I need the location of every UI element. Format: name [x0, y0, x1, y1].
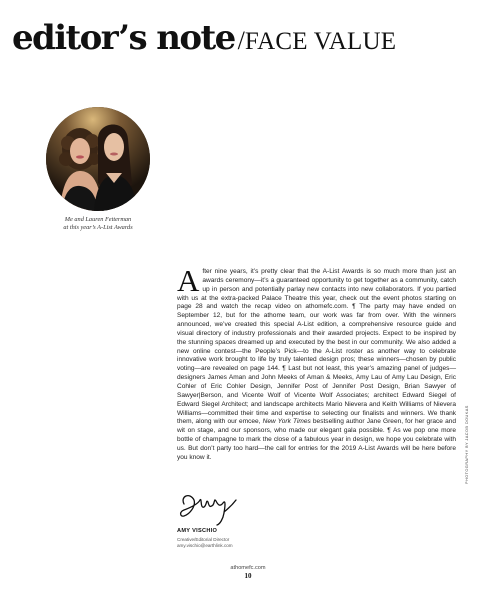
editor-letter [177, 263, 456, 463]
publication-name: New York Times [262, 418, 311, 426]
footer-website[interactable]: athomefc.com [230, 565, 266, 571]
caption-line: at this year’s A-List Awards [63, 224, 133, 232]
editor-title: Creative/Editorial Director [177, 537, 230, 542]
photo-credit: PHOTOGRAPHY BY JACOB DOUKAS [464, 405, 469, 484]
title-separator: / [237, 26, 245, 55]
caption-line: Me and Lauren Fetterman [64, 216, 132, 223]
masthead [12, 18, 396, 58]
letter-text-part: fter nine years, it’s pretty clear that the A-List Awards is so much more than just an awards ceremony—it’s a guaranteed opportunity to get together as a community, catch up in person and potentially parlay new contacts into new collaborators. If you partied with us at the extra-packed Palace Theatre this year, check out the event photos starting on page 28 and watch the recap video on athomefc.com. ¶ The party may have ended on September 12, but for the athome team, our work was far from over. With the winners announced, we’ve created this special A-List edition, a comprehensive resource guide and visual directory of industry professionals and their awarded projects. Expect to be inspired by the stunning spaces dreamed up and executed by the best in our community. We also added a new online contest—the People’s Pick—to the A-List roster as another way to celebrate innovative work brought to life by truly talented design pros; these winners—chosen by public voting—are revealed on page 144. ¶ Last but not least, this year’s amazing panel of judges—designers James Aman and John Meeks of Aman & Meeks, Amy Lau of Amy Lau Design, Eric Cohler of Eric Cohler Design, Jennifer Post of Jennifer Post Design, Brian Sawyer of Sawyer|Berson, and Vicente Wolf of Vicente Wolf Associates; architect Edward Siegel of Edward Siegel Architect; and landscape architects Mario Nievera and Keith Williams of Nievera Williams—committed their time and expertise to selecting our finalists and winners. We thank them, along with our emcee, [177, 268, 456, 426]
letter-body [177, 263, 456, 463]
drop-cap: A [177, 263, 200, 298]
section-subtitle: FACE VALUE [244, 28, 397, 55]
signature-image [176, 488, 238, 528]
editor-email[interactable]: amy.vischio@earthlink.com [177, 543, 233, 548]
editor-photo-image [46, 107, 150, 211]
editor-photo [46, 107, 150, 211]
photo-caption [36, 216, 160, 233]
editor-name: AMY VISCHIO [177, 528, 218, 534]
page-number: 10 [244, 572, 252, 580]
letter-text-part: bestselling author Jane Green, for her grace and wit on stage, and our sponsors, who made our elegant gala possible. ¶ As we pop one more bottle of champagne to mark the close of a fabulous year in design, we hope you celebrate with us. But don’t party too hard—the call for entries for the 2019 A-List Awards will be here before you know it. [177, 418, 456, 461]
section-title: editor’s note [12, 18, 235, 58]
